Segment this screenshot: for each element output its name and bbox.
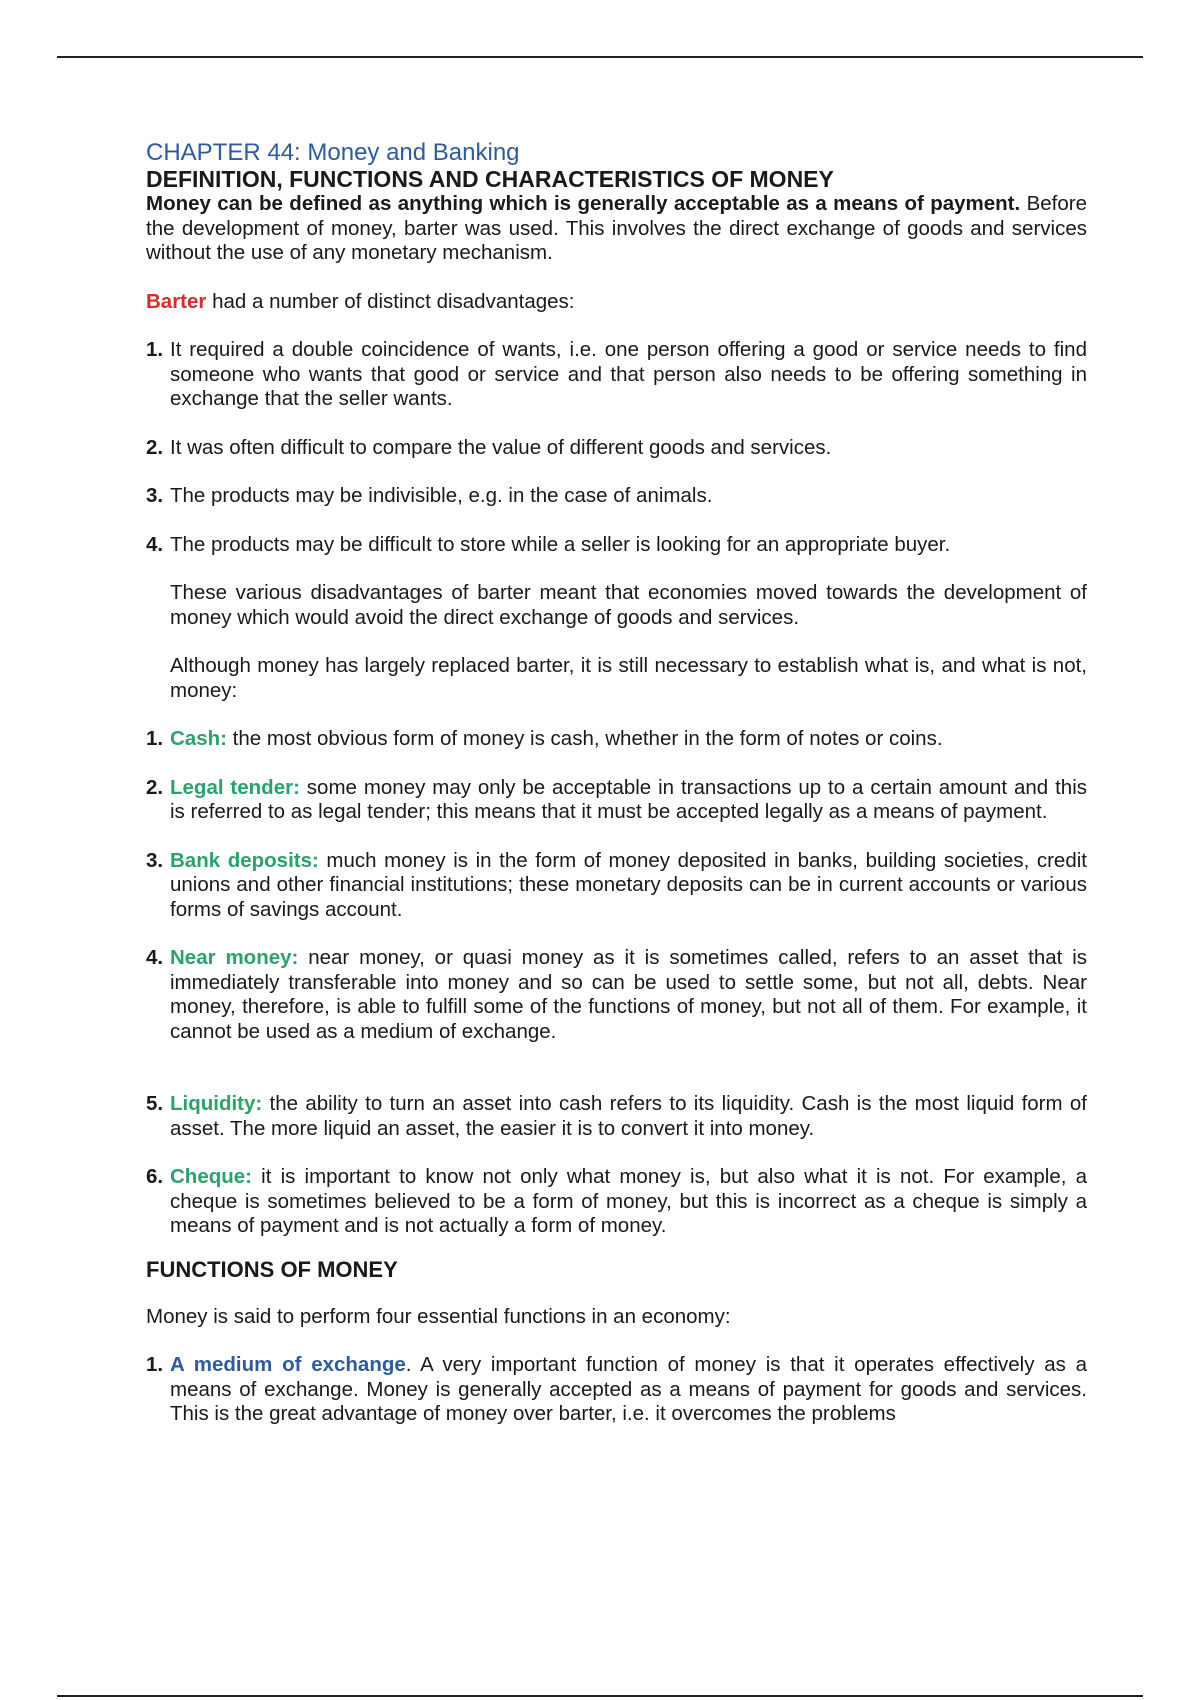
barter-term: Barter (146, 289, 207, 313)
functions-intro: Money is said to perform four essential functions in an economy: (146, 1304, 731, 1328)
term-bank-deposits: Bank deposits: (170, 848, 319, 872)
list-item: 1. A medium of exchange. A very important function of money is that it operates effectively as a means of exchange. Money is generally accepted as a means of payment for goods and services. This is the great advantage of money over barter, i.e. it overcomes the problems (146, 1353, 1087, 1425)
disadvantages-paragraph: These various disadvantages of barter meant that economies moved towards the development of money which would avoid the direct exchange of goods and services. (170, 581, 1087, 629)
definition-bold: Money can be defined as anything which is generally acceptable as a means of payment. (146, 192, 1021, 215)
list-item: 4. Near money: near money, or quasi money as it is sometimes called, refers to an asset that is immediately transferable into money and so can be used to settle some, but not all, debts. Near money, therefore, is able to fulfill some of the functions of money, but not all of them. For example, it cannot be used as a medium of exchange. (146, 946, 1088, 1043)
barter-intro (146, 290, 1087, 315)
term-cash: Cash: (170, 727, 227, 750)
term-cheque: Cheque: (170, 1165, 252, 1188)
bottom-rule (57, 1695, 1143, 1697)
list-item: 2. It was often difficult to compare the value of different goods and services. (146, 435, 832, 459)
chapter-title: CHAPTER 44: Money and Banking (146, 139, 520, 166)
barter-intro-text: had a number of distinct disadvantages: (206, 289, 575, 313)
money-forms-list (146, 727, 1087, 1239)
term-liquidity: Liquidity: (170, 1092, 263, 1115)
list-item: 1. Cash: the most obvious form of money is cash, whether in the form of notes or coins. (146, 727, 943, 750)
definition-rest: Before the development of money, barter was used. This involves the direct exchange of goods and services without the use of any monetary mechanism. (146, 192, 1087, 264)
functions-title: FUNCTIONS OF MONEY (146, 1256, 398, 1282)
barter-disadvantages-list (146, 338, 1087, 557)
list-item: 3. The products may be indivisible, e.g. in the case of animals. (146, 484, 713, 507)
list-item: 5. Liquidity: the ability to turn an asset into cash refers to its liquidity. Cash is the most liquid form of asset. The more liquid an asset, the easier it is to convert it into money. (146, 1092, 1087, 1140)
list-item: 3. Bank deposits: much money is in the form of money deposited in banks, building societies, credit unions and other financial institutions; these monetary deposits can be in current accounts or various forms of savings account. (146, 848, 1087, 921)
term-legal-tender: Legal tender: (170, 775, 300, 799)
list-item: 1. It required a double coincidence of wants, i.e. one person offering a good or service needs to find someone who wants that good or service and that person also needs to be offering something in exchange that the seller wants. (146, 338, 1087, 410)
top-rule (57, 56, 1143, 58)
list-item: 6. Cheque: it is important to know not only what money is, but also what it is not. For example, a cheque is sometimes believed to be a form of money, but this is incorrect as a cheque is simply a means of payment and is not actually a form of money. (146, 1165, 1087, 1237)
page-content (146, 140, 1087, 1451)
section-heading: DEFINITION, FUNCTIONS AND CHARACTERISTICS OF MONEY (146, 166, 834, 192)
term-near-money: Near money: (170, 946, 299, 969)
functions-list (146, 1353, 1087, 1427)
list-item: 2. Legal tender: some money may only be acceptable in transactions up to a certain amount and this is referred to as legal tender; this means that it must be accepted legally as a means of payment. (146, 775, 1088, 823)
although-paragraph: Although money has largely replaced barter, it is still necessary to establish what is, and what is not, money: (170, 654, 1087, 702)
term-medium-of-exchange: A medium of exchange (170, 1353, 406, 1376)
definition-paragraph (146, 192, 1087, 266)
list-item: 4. The products may be difficult to store while a seller is looking for an appropriate buyer. (146, 532, 951, 556)
